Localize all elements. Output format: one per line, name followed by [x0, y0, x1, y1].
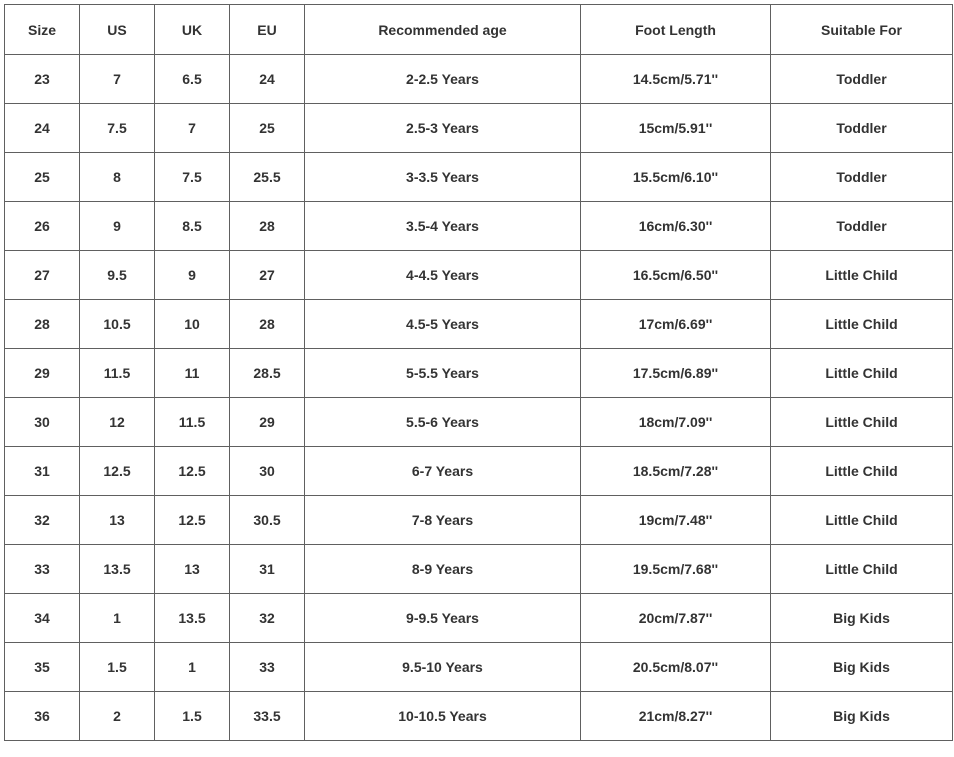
- cell-us: 1.5: [80, 643, 155, 692]
- cell-uk: 1: [155, 643, 230, 692]
- cell-foot-length: 18.5cm/7.28'': [581, 447, 771, 496]
- cell-eu: 24: [230, 55, 305, 104]
- cell-eu: 31: [230, 545, 305, 594]
- cell-foot-length: 17cm/6.69'': [581, 300, 771, 349]
- cell-eu: 32: [230, 594, 305, 643]
- header-recommended-age: Recommended age: [305, 5, 581, 55]
- table-row: [5, 55, 953, 104]
- cell-suitable-for: Big Kids: [771, 594, 953, 643]
- cell-recommended-age: 3-3.5 Years: [305, 153, 581, 202]
- cell-foot-length: 18cm/7.09'': [581, 398, 771, 447]
- table-row: [5, 349, 953, 398]
- table-header: [5, 5, 953, 55]
- cell-foot-length: 15cm/5.91'': [581, 104, 771, 153]
- cell-uk: 7.5: [155, 153, 230, 202]
- cell-uk: 12.5: [155, 447, 230, 496]
- cell-eu: 27: [230, 251, 305, 300]
- cell-suitable-for: Toddler: [771, 104, 953, 153]
- cell-foot-length: 17.5cm/6.89'': [581, 349, 771, 398]
- cell-foot-length: 19cm/7.48'': [581, 496, 771, 545]
- table-row: [5, 643, 953, 692]
- cell-foot-length: 14.5cm/5.71'': [581, 55, 771, 104]
- cell-recommended-age: 5.5-6 Years: [305, 398, 581, 447]
- cell-suitable-for: Toddler: [771, 55, 953, 104]
- table-row: [5, 447, 953, 496]
- cell-eu: 33.5: [230, 692, 305, 741]
- cell-eu: 28.5: [230, 349, 305, 398]
- cell-recommended-age: 9.5-10 Years: [305, 643, 581, 692]
- cell-recommended-age: 10-10.5 Years: [305, 692, 581, 741]
- cell-foot-length: 20.5cm/8.07'': [581, 643, 771, 692]
- table-row: [5, 251, 953, 300]
- cell-suitable-for: Big Kids: [771, 643, 953, 692]
- cell-foot-length: 20cm/7.87'': [581, 594, 771, 643]
- size-chart-table: [4, 4, 953, 741]
- cell-foot-length: 21cm/8.27'': [581, 692, 771, 741]
- cell-recommended-age: 7-8 Years: [305, 496, 581, 545]
- cell-us: 1: [80, 594, 155, 643]
- cell-size: 30: [5, 398, 80, 447]
- cell-eu: 33: [230, 643, 305, 692]
- cell-suitable-for: Little Child: [771, 398, 953, 447]
- cell-uk: 13.5: [155, 594, 230, 643]
- cell-eu: 25.5: [230, 153, 305, 202]
- cell-uk: 8.5: [155, 202, 230, 251]
- table-row: [5, 398, 953, 447]
- cell-foot-length: 19.5cm/7.68'': [581, 545, 771, 594]
- header-suitable-for: Suitable For: [771, 5, 953, 55]
- cell-recommended-age: 2.5-3 Years: [305, 104, 581, 153]
- cell-size: 27: [5, 251, 80, 300]
- cell-size: 33: [5, 545, 80, 594]
- header-foot-length: Foot Length: [581, 5, 771, 55]
- table-row: [5, 153, 953, 202]
- cell-uk: 11: [155, 349, 230, 398]
- cell-size: 35: [5, 643, 80, 692]
- cell-us: 12: [80, 398, 155, 447]
- cell-uk: 13: [155, 545, 230, 594]
- cell-suitable-for: Little Child: [771, 300, 953, 349]
- cell-suitable-for: Little Child: [771, 349, 953, 398]
- cell-us: 12.5: [80, 447, 155, 496]
- cell-us: 11.5: [80, 349, 155, 398]
- cell-us: 9.5: [80, 251, 155, 300]
- header-size: Size: [5, 5, 80, 55]
- cell-size: 31: [5, 447, 80, 496]
- table-row: [5, 545, 953, 594]
- cell-suitable-for: Little Child: [771, 447, 953, 496]
- cell-us: 9: [80, 202, 155, 251]
- cell-us: 7: [80, 55, 155, 104]
- header-eu: EU: [230, 5, 305, 55]
- cell-size: 28: [5, 300, 80, 349]
- cell-uk: 11.5: [155, 398, 230, 447]
- cell-recommended-age: 4.5-5 Years: [305, 300, 581, 349]
- header-uk: UK: [155, 5, 230, 55]
- cell-uk: 6.5: [155, 55, 230, 104]
- cell-eu: 30: [230, 447, 305, 496]
- cell-size: 24: [5, 104, 80, 153]
- cell-recommended-age: 3.5-4 Years: [305, 202, 581, 251]
- cell-size: 36: [5, 692, 80, 741]
- header-row: [5, 5, 953, 55]
- cell-recommended-age: 8-9 Years: [305, 545, 581, 594]
- cell-foot-length: 16cm/6.30'': [581, 202, 771, 251]
- cell-suitable-for: Little Child: [771, 251, 953, 300]
- cell-us: 2: [80, 692, 155, 741]
- cell-eu: 25: [230, 104, 305, 153]
- cell-suitable-for: Big Kids: [771, 692, 953, 741]
- cell-eu: 29: [230, 398, 305, 447]
- cell-recommended-age: 2-2.5 Years: [305, 55, 581, 104]
- cell-suitable-for: Toddler: [771, 202, 953, 251]
- cell-uk: 10: [155, 300, 230, 349]
- cell-size: 23: [5, 55, 80, 104]
- cell-recommended-age: 5-5.5 Years: [305, 349, 581, 398]
- table-row: [5, 202, 953, 251]
- table-row: [5, 594, 953, 643]
- cell-size: 34: [5, 594, 80, 643]
- table-row: [5, 300, 953, 349]
- cell-uk: 9: [155, 251, 230, 300]
- cell-eu: 30.5: [230, 496, 305, 545]
- cell-suitable-for: Little Child: [771, 545, 953, 594]
- table-row: [5, 496, 953, 545]
- cell-us: 13: [80, 496, 155, 545]
- cell-us: 13.5: [80, 545, 155, 594]
- cell-suitable-for: Little Child: [771, 496, 953, 545]
- cell-recommended-age: 9-9.5 Years: [305, 594, 581, 643]
- cell-recommended-age: 4-4.5 Years: [305, 251, 581, 300]
- cell-eu: 28: [230, 300, 305, 349]
- cell-uk: 7: [155, 104, 230, 153]
- cell-us: 10.5: [80, 300, 155, 349]
- cell-suitable-for: Toddler: [771, 153, 953, 202]
- cell-size: 32: [5, 496, 80, 545]
- table-body: [5, 55, 953, 741]
- cell-foot-length: 15.5cm/6.10'': [581, 153, 771, 202]
- cell-uk: 12.5: [155, 496, 230, 545]
- cell-foot-length: 16.5cm/6.50'': [581, 251, 771, 300]
- cell-size: 26: [5, 202, 80, 251]
- cell-us: 8: [80, 153, 155, 202]
- cell-uk: 1.5: [155, 692, 230, 741]
- cell-size: 29: [5, 349, 80, 398]
- table-row: [5, 692, 953, 741]
- cell-us: 7.5: [80, 104, 155, 153]
- cell-recommended-age: 6-7 Years: [305, 447, 581, 496]
- header-us: US: [80, 5, 155, 55]
- cell-size: 25: [5, 153, 80, 202]
- cell-eu: 28: [230, 202, 305, 251]
- table-row: [5, 104, 953, 153]
